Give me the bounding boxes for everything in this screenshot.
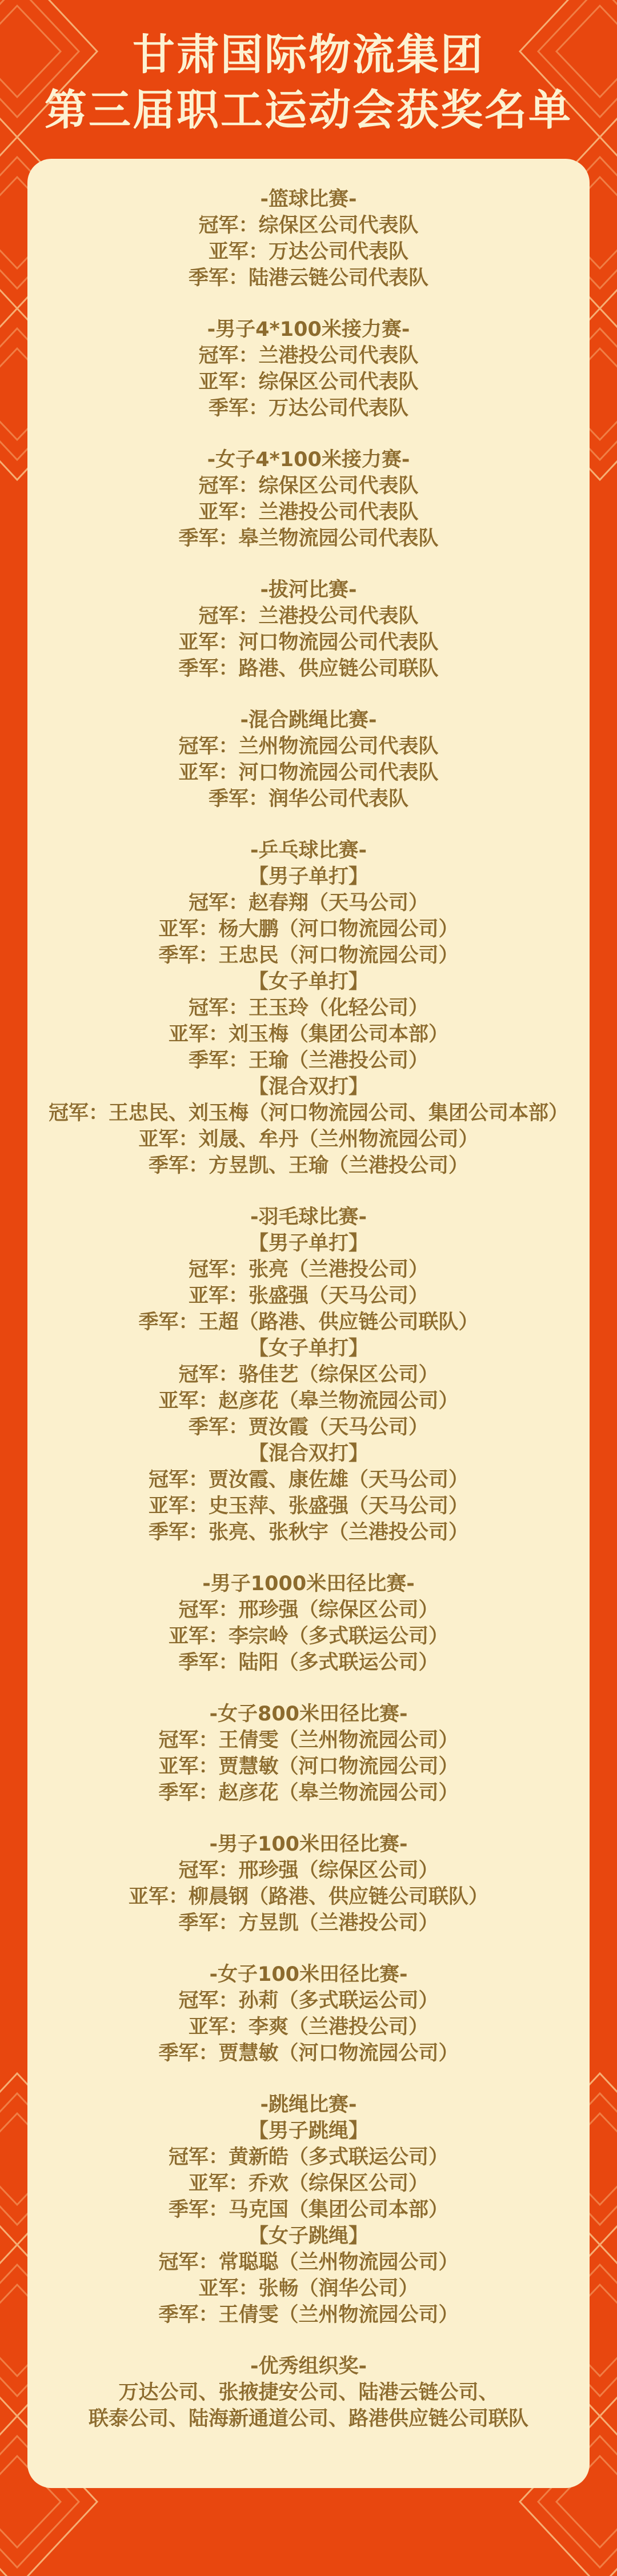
award-section <box>41 447 576 552</box>
award-line: 亚军：综保区公司代表队 <box>198 371 419 394</box>
award-line: 季军：贾汝霞（天马公司） <box>188 1416 428 1439</box>
award-line: 冠军：骆佳艺（综保区公司） <box>178 1363 439 1386</box>
award-section <box>41 2353 576 2432</box>
award-section <box>41 1701 576 1806</box>
award-line: 亚军：河口物流园公司代表队 <box>178 761 439 784</box>
section-title: -篮球比赛- <box>260 188 357 211</box>
award-line: 季军：赵彦花（皋兰物流园公司） <box>158 1781 459 1804</box>
award-section <box>41 707 576 812</box>
subsection-title: 【女子跳绳】 <box>248 2225 368 2248</box>
subsection-title: 【男子单打】 <box>248 865 368 888</box>
award-line: 亚军：贾慧敏（河口物流园公司） <box>158 1755 459 1778</box>
award-line: 季军：张亮、张秋宇（兰港投公司） <box>148 1521 468 1544</box>
award-section <box>41 1831 576 1936</box>
poster-title-line-2: 第三届职工运动会获奖名单 <box>45 86 572 135</box>
award-line: 联泰公司、陆海新通道公司、路港供应链公司联队 <box>88 2408 528 2430</box>
section-title: -男子100米田径比赛- <box>209 1833 408 1856</box>
award-section <box>41 186 576 291</box>
section-title: -混合跳绳比赛- <box>240 709 377 732</box>
award-line: 季军：方昱凯、王瑜（兰港投公司） <box>148 1154 468 1177</box>
award-section <box>41 577 576 682</box>
section-title: -乒乓球比赛- <box>250 839 367 862</box>
award-line: 季军：皋兰物流园公司代表队 <box>178 527 439 550</box>
award-line: 亚军：赵彦花（皋兰物流园公司） <box>158 1390 459 1413</box>
award-line: 亚军：张畅（润华公司） <box>198 2277 419 2300</box>
subsection-title: 【男子跳绳】 <box>248 2120 368 2142</box>
section-title: -男子4*100米接力赛- <box>207 318 410 341</box>
award-section <box>41 316 576 422</box>
award-line: 亚军：张盛强（天马公司） <box>188 1285 428 1307</box>
award-line: 万达公司、张掖捷安公司、陆港云链公司、 <box>118 2381 499 2404</box>
subsection-title: 【男子单打】 <box>248 1232 368 1255</box>
award-line: 冠军：王玉玲（化轻公司） <box>188 997 428 1020</box>
award-section <box>41 837 576 1179</box>
award-section <box>41 1961 576 2067</box>
award-line: 冠军：孙莉（多式联运公司） <box>178 1989 439 2012</box>
award-line: 冠军：兰州物流园公司代表队 <box>178 735 439 758</box>
award-line: 季军：陆阳（多式联运公司） <box>178 1651 439 1674</box>
section-title: -男子1000米田径比赛- <box>202 1572 415 1595</box>
award-line: 亚军：河口物流园公司代表队 <box>178 631 439 654</box>
award-line: 季军：王瑜（兰港投公司） <box>188 1049 428 1072</box>
award-line: 季军：贾慧敏（河口物流园公司） <box>158 2042 459 2065</box>
section-title: -跳绳比赛- <box>260 2093 357 2116</box>
award-line: 亚军：刘玉梅（集团公司本部） <box>168 1023 448 1046</box>
award-line: 冠军：黄新皓（多式联运公司） <box>168 2146 448 2169</box>
award-line: 冠军：邢珍强（综保区公司） <box>178 1859 439 1882</box>
subsection-title: 【混合双打】 <box>248 1442 368 1465</box>
award-line: 亚军：柳晨钢（路港、供应链公司联队） <box>128 1885 488 1908</box>
poster-title-line-1: 甘肃国际物流集团 <box>133 30 484 79</box>
award-line: 季军：路港、供应链公司联队 <box>178 657 439 680</box>
award-line: 亚军：兰港投公司代表队 <box>198 501 419 524</box>
award-line: 季军：王倩雯（兰州物流园公司） <box>158 2304 459 2326</box>
award-card <box>27 159 590 2488</box>
section-title: -女子4*100米接力赛- <box>207 448 410 471</box>
award-line: 冠军：张亮（兰港投公司） <box>188 1258 428 1281</box>
award-section <box>41 2092 576 2328</box>
subsection-title: 【混合双打】 <box>248 1076 368 1098</box>
award-line: 亚军：杨大鹏（河口物流园公司） <box>158 918 459 941</box>
award-line: 亚军：乔欢（综保区公司） <box>188 2172 428 2195</box>
award-line: 冠军：邢珍强（综保区公司） <box>178 1599 439 1622</box>
award-line: 亚军：刘晟、牟丹（兰州物流园公司） <box>138 1128 479 1151</box>
award-line: 冠军：综保区公司代表队 <box>198 214 419 237</box>
award-line: 冠军：兰港投公司代表队 <box>198 344 419 367</box>
award-line: 季军：马克国（集团公司本部） <box>168 2198 448 2221</box>
award-line: 亚军：万达公司代表队 <box>208 240 408 263</box>
poster-title <box>0 0 617 138</box>
section-title: -女子100米田径比赛- <box>209 1963 408 1986</box>
award-line: 冠军：赵春翔（天马公司） <box>188 892 428 914</box>
subsection-title: 【女子单打】 <box>248 970 368 993</box>
section-title: -优秀组织奖- <box>250 2355 367 2378</box>
award-line: 季军：润华公司代表队 <box>208 788 408 810</box>
award-line: 季军：王超（路港、供应链公司联队） <box>138 1311 479 1334</box>
award-line: 季军：方昱凯（兰港投公司） <box>178 1912 439 1935</box>
award-line: 冠军：常聪聪（兰州物流园公司） <box>158 2251 459 2274</box>
subsection-title: 【女子单打】 <box>248 1337 368 1360</box>
section-title: -羽毛球比赛- <box>250 1206 367 1229</box>
award-line: 亚军：李爽（兰港投公司） <box>188 2016 428 2039</box>
award-line: 冠军：王忠民、刘玉梅（河口物流园公司、集团公司本部） <box>48 1102 568 1125</box>
award-line: 冠军：贾汝霞、康佐雄（天马公司） <box>148 1468 468 1491</box>
award-section <box>41 1571 576 1676</box>
award-line: 季军：万达公司代表队 <box>208 397 408 420</box>
award-line: 冠军：王倩雯（兰州物流园公司） <box>158 1729 459 1752</box>
section-title: -拔河比赛- <box>260 579 357 601</box>
section-title: -女子800米田径比赛- <box>209 1703 408 1726</box>
award-section <box>41 1204 576 1546</box>
award-line: 亚军：李宗岭（多式联运公司） <box>168 1625 448 1648</box>
award-line: 季军：王忠民（河口物流园公司） <box>158 944 459 967</box>
award-line: 冠军：综保区公司代表队 <box>198 475 419 497</box>
award-line: 季军：陆港云链公司代表队 <box>188 267 428 290</box>
sections-container <box>41 186 576 2432</box>
award-line: 亚军：史玉萍、张盛强（天马公司） <box>148 1495 468 1518</box>
award-line: 冠军：兰港投公司代表队 <box>198 605 419 628</box>
